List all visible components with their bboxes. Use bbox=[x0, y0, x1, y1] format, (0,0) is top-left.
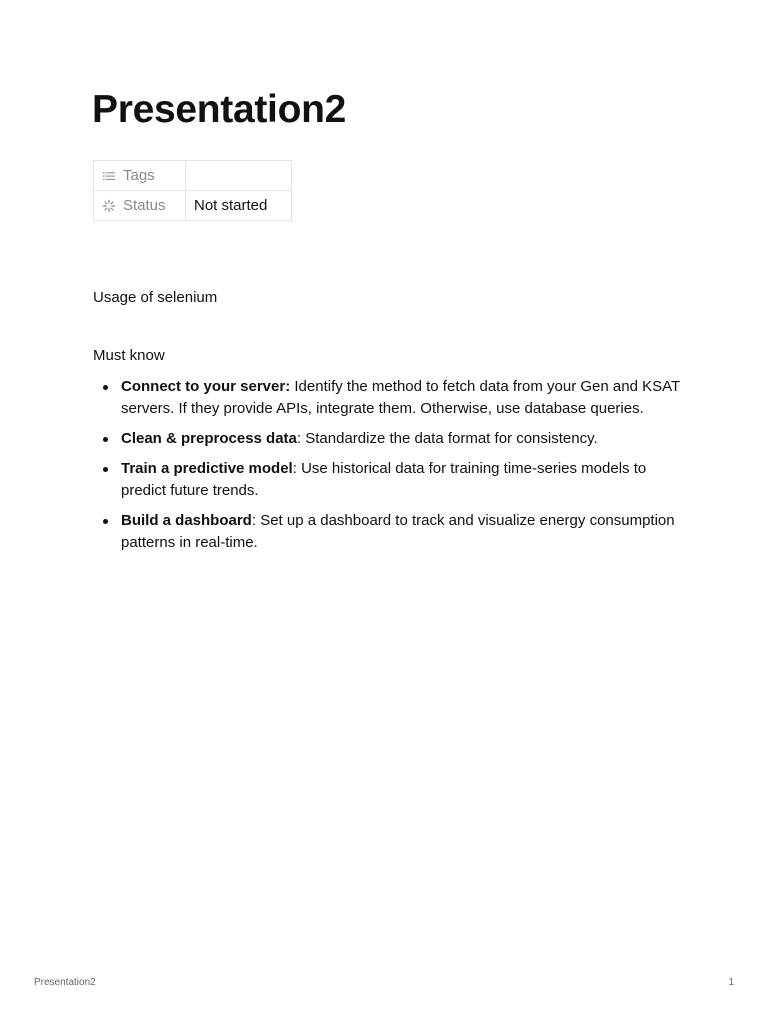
list-item-bold: Connect to your server: bbox=[121, 378, 291, 395]
footer-document-title: Presentation2 bbox=[34, 977, 96, 988]
bullet-dot-icon bbox=[103, 385, 108, 390]
list-item-bold: Build a dashboard bbox=[121, 512, 252, 529]
list-item bbox=[93, 376, 683, 420]
list-item-text: : Standardize the data format for consistency. bbox=[296, 430, 598, 447]
property-row-tags bbox=[94, 161, 292, 191]
tags-value[interactable] bbox=[186, 161, 292, 191]
list-item bbox=[93, 458, 683, 502]
list-item-bold: Clean & preprocess data bbox=[121, 430, 297, 447]
list-item bbox=[93, 428, 683, 450]
property-key-tags bbox=[94, 161, 186, 191]
footer-page-number: 1 bbox=[728, 977, 734, 988]
properties-table bbox=[93, 160, 292, 221]
bullet-dot-icon bbox=[103, 437, 108, 442]
property-key-status bbox=[94, 191, 186, 221]
list-icon bbox=[102, 169, 116, 183]
bullet-dot-icon bbox=[103, 519, 108, 524]
list-item-bold: Train a predictive model bbox=[121, 460, 293, 477]
property-row-status bbox=[94, 191, 292, 221]
intro-paragraph: Usage of selenium bbox=[93, 289, 218, 306]
list-item-text: Identify the method to fetch data from your Gen and KSAT servers. If they provide APIs, integrate them. Otherwise, use database queries. bbox=[121, 378, 680, 417]
list-item bbox=[93, 510, 683, 554]
list-item-text: : Use historical data for training time-series models to predict future trends. bbox=[121, 460, 647, 499]
status-value[interactable]: Not started bbox=[186, 191, 292, 221]
page-title: Presentation2 bbox=[92, 88, 347, 131]
bullet-dot-icon bbox=[103, 467, 108, 472]
must-know-heading: Must know bbox=[93, 347, 165, 364]
tags-label: Tags bbox=[123, 167, 155, 184]
loading-spinner-icon bbox=[102, 199, 116, 213]
bullet-list bbox=[93, 376, 683, 562]
status-label: Status bbox=[123, 197, 166, 214]
list-item-text: : Set up a dashboard to track and visualize energy consumption patterns in real-time. bbox=[121, 512, 675, 551]
